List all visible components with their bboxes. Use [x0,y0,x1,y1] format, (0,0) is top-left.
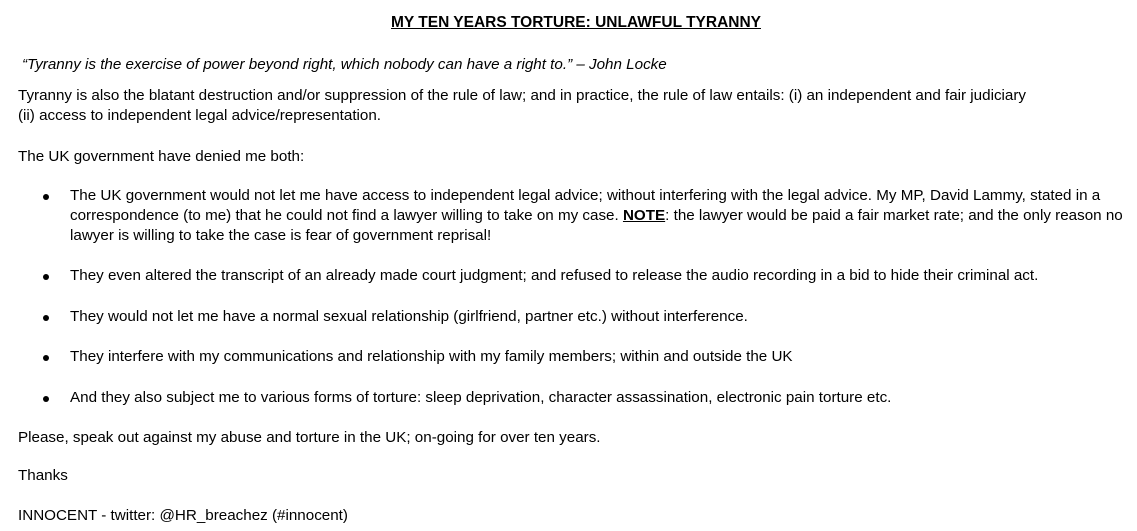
list-item-text: : the lawyer would be paid a fair market rate; and the only reason no lawyer is willing to take the case is fear of government reprisal! [70,207,1123,244]
list-item [70,186,1134,246]
epigraph-quote: “Tyranny is the exercise of power beyond right, which nobody can have a right to.” – John Locke [22,56,667,73]
bullet-point-icon [43,355,49,361]
bullet-point-icon [43,315,49,321]
intro-line-2: (ii) access to independent legal advice/representation. [18,107,382,124]
list-item-text: And they also subject me to various forms of torture: sleep deprivation, character assassination, electronic pain torture etc. [70,389,892,406]
bullet-point-icon [43,396,49,402]
intro-paragraph [18,86,1133,126]
note-label: NOTE [622,207,666,224]
list-item [70,266,1134,286]
denied-statement: The UK government have denied me both: [18,148,305,165]
list-item [70,388,1134,408]
document-title: MY TEN YEARS TORTURE: UNLAWFUL TYRANNY [390,14,761,31]
thanks-line: Thanks [18,467,68,484]
list-item [70,307,1134,327]
signature-line: INNOCENT - twitter: @HR_breachez (#innocent) [18,507,348,524]
bullet-point-icon [43,274,49,280]
list-item-text: They interfere with my communications and relationship with my family members; within and outside the UK [70,348,793,365]
list-item-text: The UK government would not let me have access to independent legal advice; without interfering with the legal advice. My MP, David Lammy, stated in a correspondence (to me) that he could not find a lawyer willing to take on my case. [70,187,1101,224]
list-item [70,347,1134,367]
intro-line-1: Tyranny is also the blatant destruction and/or suppression of the rule of law; and in practice, the rule of law entails: (i) an independent and fair judiciary [18,87,1027,104]
plea-paragraph: Please, speak out against my abuse and torture in the UK; on-going for over ten years. [18,429,601,446]
list-item-text: They even altered the transcript of an already made court judgment; and refused to release the audio recording in a bid to hide their criminal act. [70,267,1039,284]
list-item-text: They would not let me have a normal sexual relationship (girlfriend, partner etc.) without interference. [70,308,748,325]
bullet-point-icon [43,194,49,200]
